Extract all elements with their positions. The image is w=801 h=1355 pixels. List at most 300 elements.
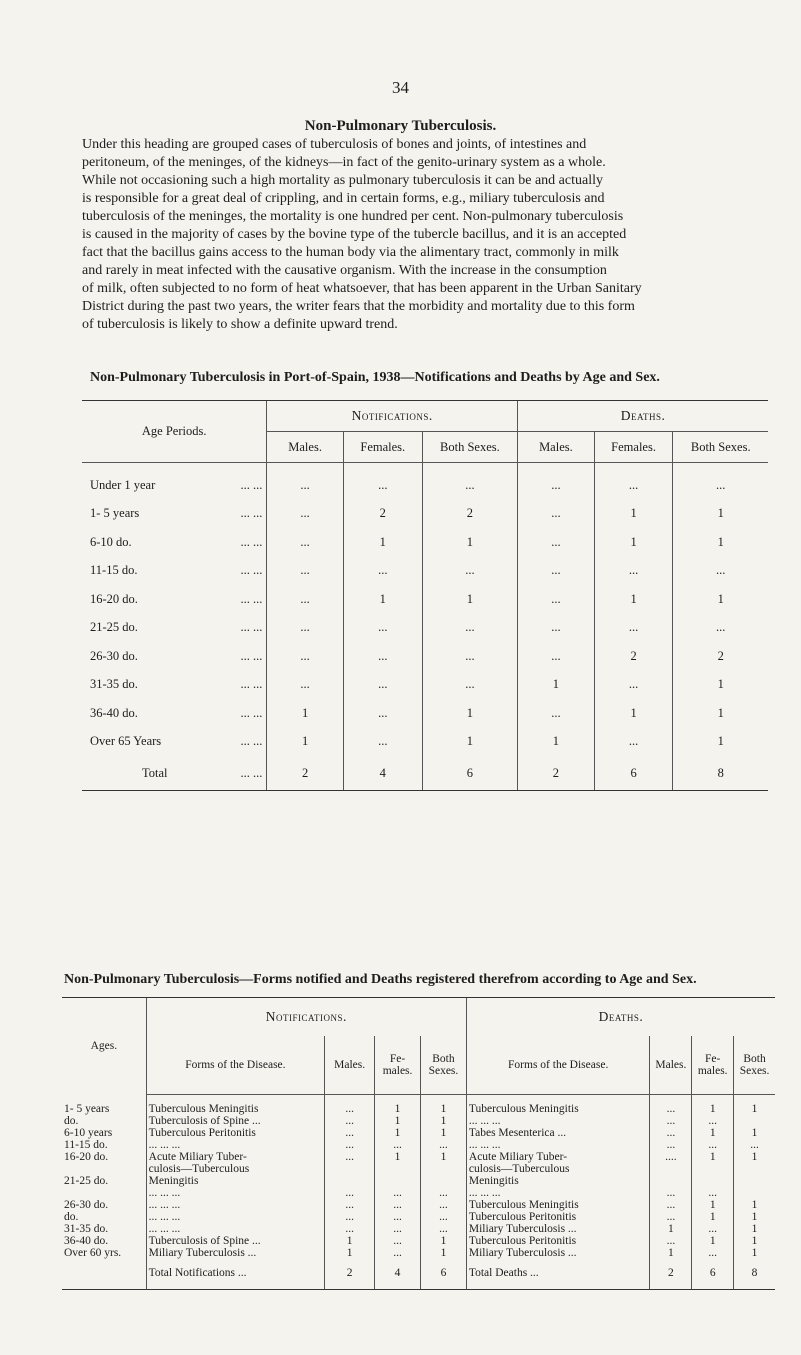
table-forms-notified-deaths — [62, 997, 775, 1290]
age-label: 11-15 do. ... ... — [90, 563, 263, 578]
subheader: Both Sexes. — [734, 1036, 775, 1095]
leader-dots: ... ... — [240, 734, 263, 749]
cell-value: 1 — [518, 671, 595, 700]
n-b-cell — [421, 1095, 467, 1128]
d-form-cell — [466, 1199, 650, 1235]
cell-line: 1 — [394, 1127, 401, 1139]
cell-line: culosis—Tuberculous — [148, 1163, 250, 1175]
cell-value: ... — [594, 671, 673, 700]
cell-line: 1 — [394, 1151, 401, 1163]
n-m-cell — [325, 1151, 375, 1199]
cell-value: 1 — [673, 585, 768, 614]
cell-line: ... — [666, 1115, 676, 1127]
cell-value: 2 — [594, 642, 673, 671]
cell-value: 2 — [673, 642, 768, 671]
paragraph-line: tuberculosis of the meninges, the mortality is one hundred per cent. Non-pulmonary tuberculosis — [82, 209, 624, 224]
leader-dots: ... ... — [240, 563, 263, 578]
cell-line: .... — [665, 1151, 677, 1163]
cell-line: ... — [666, 1127, 676, 1139]
cell-line — [64, 1163, 144, 1175]
cell-line — [423, 1163, 464, 1175]
group-notifications: Notifications. — [146, 998, 466, 1037]
cell-line: 1 — [440, 1235, 447, 1247]
cell-line — [652, 1163, 689, 1175]
cell-value: ... — [594, 557, 673, 586]
total-value: 4 — [375, 1259, 421, 1290]
n-b-cell — [421, 1127, 467, 1151]
cell-line: 31-35 do. — [64, 1223, 109, 1235]
cell-value: 1 — [673, 500, 768, 529]
cell-value: 1 — [343, 585, 422, 614]
cell-line: Tabes Mesenterica ... — [468, 1127, 567, 1139]
leader-dots: ... ... — [240, 648, 263, 663]
cell-line: 1 — [346, 1235, 353, 1247]
subheader: Females. — [343, 432, 422, 463]
cell-value: ... — [267, 642, 344, 671]
cell-value: 1 — [422, 728, 517, 757]
cell-value: ... — [518, 699, 595, 728]
cell-line: Miliary Tuberculosis ... — [468, 1223, 577, 1235]
cell-line — [694, 1163, 731, 1175]
age-label: 36-40 do. ... ... — [90, 705, 263, 720]
cell-line: 1 — [709, 1235, 716, 1247]
cell-line: ... ... ... — [148, 1139, 181, 1151]
cell-value: 1 — [673, 671, 768, 700]
cell-line — [736, 1187, 773, 1199]
d-m-cell — [650, 1127, 692, 1151]
cell-value: ... — [518, 614, 595, 643]
total-value: 2 — [325, 1259, 375, 1290]
leader-dots: ... ... — [240, 534, 263, 549]
leader-dots: ... ... — [240, 477, 263, 492]
cell-line: ... ... ... — [468, 1187, 501, 1199]
cell-line: 1 — [751, 1247, 758, 1259]
age-label: 21-25 do. ... ... — [90, 620, 263, 635]
d-m-cell — [650, 1151, 692, 1199]
leader-dots: ... ... — [240, 705, 263, 720]
subheader: Males. — [267, 432, 344, 463]
cell-line: ... — [708, 1139, 718, 1151]
subheader: Fe- males. — [375, 1036, 421, 1095]
n-b-cell — [421, 1151, 467, 1199]
paragraph-line: and rarely in meat infected with the causative organism. With the increase in the consumption — [82, 263, 607, 278]
cell-value: 1 — [594, 528, 673, 557]
cell-value: 1 — [343, 528, 422, 557]
cell-line: Tuberculous Peritonitis — [468, 1235, 577, 1247]
cell-line: 1 — [751, 1151, 758, 1163]
cell-value: 1 — [673, 699, 768, 728]
group-deaths: Deaths. — [518, 401, 768, 432]
table2-title: Non-Pulmonary Tuberculosis—Forms notified and Deaths registered therefrom according to Age and Sex. — [64, 972, 697, 987]
cell-value: ... — [594, 463, 673, 500]
cell-line: ... — [393, 1223, 402, 1235]
cell-line: 1 — [394, 1115, 401, 1127]
cell-line: 1 — [709, 1211, 716, 1223]
cell-value: 1 — [518, 728, 595, 757]
d-b-cell — [734, 1095, 775, 1128]
cell-value: ... — [518, 463, 595, 500]
n-form-cell — [146, 1095, 325, 1128]
cell-value: ... — [267, 585, 344, 614]
d-form-cell — [466, 1127, 650, 1151]
cell-value: ... — [518, 642, 595, 671]
d-m-cell — [650, 1235, 692, 1259]
d-b-cell — [734, 1199, 775, 1235]
age-label: Over 65 Years ... ... — [90, 734, 263, 749]
d-b-cell — [734, 1127, 775, 1151]
cell-line: ... — [708, 1115, 718, 1127]
table-row — [82, 557, 768, 586]
table1-title: Non-Pulmonary Tuberculosis in Port-of-Spain, 1938—Notifications and Deaths by Age and Sex. — [90, 370, 660, 385]
cell-value: ... — [518, 557, 595, 586]
cell-line: ... — [666, 1235, 676, 1247]
group-notifications: Notifications. — [267, 401, 518, 432]
n-m-cell — [325, 1127, 375, 1151]
cell-line: Tuberculous Meningitis — [468, 1199, 579, 1211]
cell-line: ... — [439, 1139, 448, 1151]
cell-line: do. — [64, 1114, 79, 1127]
cell-value: ... — [673, 557, 768, 586]
cell-value: ... — [594, 728, 673, 757]
cell-line: ... ... ... — [148, 1187, 181, 1199]
cell-line: ... — [708, 1187, 718, 1199]
ages-cell — [62, 1151, 146, 1199]
cell-line: ... — [666, 1187, 676, 1199]
table-row — [62, 1127, 775, 1151]
body-paragraph — [82, 136, 760, 334]
cell-value: ... — [343, 463, 422, 500]
cell-line: ... — [345, 1103, 354, 1115]
n-m-cell — [325, 1095, 375, 1128]
cell-line: culosis—Tuberculous — [468, 1163, 570, 1175]
total-value: 2 — [518, 756, 595, 791]
cell-value: ... — [518, 585, 595, 614]
subheader: Forms of the Disease. — [466, 1036, 650, 1095]
subheader: Forms of the Disease. — [146, 1036, 325, 1095]
cell-line: Miliary Tuberculosis ... — [148, 1247, 257, 1259]
cell-line: ... — [393, 1187, 402, 1199]
cell-line: 6-10 years — [64, 1127, 113, 1139]
ages-cell — [62, 1127, 146, 1151]
col-age-periods: Age Periods. — [82, 401, 267, 463]
paragraph-line: peritoneum, of the meninges, of the kidneys—in fact of the genito-urinary system as a whole. — [82, 155, 606, 170]
age-label: 1- 5 years ... ... — [90, 506, 263, 521]
cell-value: 1 — [267, 699, 344, 728]
total-value: 8 — [673, 756, 768, 791]
n-form-cell — [146, 1151, 325, 1199]
cell-line: 36-40 do. — [64, 1235, 109, 1247]
d-f-cell — [692, 1095, 734, 1128]
cell-value: 2 — [422, 500, 517, 529]
cell-line: ... — [666, 1211, 676, 1223]
d-f-cell — [692, 1235, 734, 1259]
table-row — [82, 671, 768, 700]
cell-line: 1 — [709, 1103, 716, 1115]
cell-value: ... — [422, 642, 517, 671]
leader-dots: ... ... — [240, 506, 263, 521]
paragraph-line: fact that the bacillus gains access to the human body via the alimentary tract, commonly in milk — [82, 245, 619, 260]
cell-value: 1 — [594, 585, 673, 614]
cell-line — [694, 1175, 731, 1187]
blank-cell — [62, 1259, 146, 1290]
cell-line: 21-25 do. — [64, 1175, 109, 1187]
cell-value: ... — [673, 463, 768, 500]
paragraph-line: is caused in the majority of cases by the bovine type of the tubercle bacillus, and it is an accepted — [82, 227, 627, 242]
section-heading: Non-Pulmonary Tuberculosis. — [304, 118, 497, 134]
n-b-cell — [421, 1199, 467, 1235]
subheader: Both Sexes. — [421, 1036, 467, 1095]
cell-line — [736, 1163, 773, 1175]
cell-line: ... — [393, 1247, 402, 1259]
cell-line: 11-15 do. — [64, 1139, 108, 1151]
cell-value: ... — [267, 500, 344, 529]
total-notifications-label: Total Notifications ... — [146, 1259, 325, 1290]
cell-line: ... ... ... — [468, 1115, 501, 1127]
cell-line — [377, 1175, 418, 1187]
total-value: 6 — [422, 756, 517, 791]
d-b-cell — [734, 1151, 775, 1199]
cell-line: Over 60 yrs. — [64, 1247, 122, 1259]
cell-line: ... — [750, 1139, 759, 1151]
subheader: Males. — [325, 1036, 375, 1095]
cell-line: ... — [708, 1247, 718, 1259]
age-label: 26-30 do. ... ... — [90, 648, 263, 663]
leader-dots: ... ... — [240, 620, 263, 635]
cell-value: ... — [594, 614, 673, 643]
subheader: Males. — [518, 432, 595, 463]
cell-line: do. — [64, 1211, 79, 1223]
n-f-cell — [375, 1095, 421, 1128]
cell-value: ... — [673, 614, 768, 643]
n-f-cell — [375, 1151, 421, 1199]
cell-value: ... — [267, 614, 344, 643]
n-f-cell — [375, 1235, 421, 1259]
cell-line — [327, 1175, 372, 1187]
cell-line: ... — [345, 1223, 354, 1235]
cell-value: ... — [343, 671, 422, 700]
cell-line: 1 — [751, 1211, 758, 1223]
d-form-cell — [466, 1095, 650, 1128]
total-value: 8 — [734, 1259, 775, 1290]
cell-line: 1 — [709, 1199, 716, 1211]
d-f-cell — [692, 1199, 734, 1235]
table-row — [62, 1199, 775, 1235]
cell-value: ... — [422, 557, 517, 586]
cell-line: ... — [708, 1223, 718, 1235]
cell-line: 1 — [440, 1151, 447, 1163]
cell-line: ... — [393, 1199, 402, 1211]
cell-value: 1 — [422, 528, 517, 557]
cell-value: 2 — [343, 500, 422, 529]
cell-line: 1 — [440, 1127, 447, 1139]
d-m-cell — [650, 1095, 692, 1128]
cell-value: ... — [267, 671, 344, 700]
n-m-cell — [325, 1235, 375, 1259]
cell-line: Meningitis — [148, 1175, 199, 1187]
col-ages: Ages. — [62, 998, 146, 1095]
paragraph-line: Under this heading are grouped cases of tuberculosis of bones and joints, of intestines and — [82, 137, 587, 152]
cell-line: ... ... ... — [148, 1223, 181, 1235]
paragraph-line: District during the past two years, the writer fears that the morbidity and mortality due to this form — [82, 299, 635, 314]
table-row — [62, 1151, 775, 1199]
cell-value: ... — [422, 463, 517, 500]
ages-cell — [62, 1095, 146, 1128]
d-f-cell — [692, 1127, 734, 1151]
cell-line: ... — [439, 1211, 448, 1223]
total-row — [62, 1259, 775, 1290]
table-row — [82, 728, 768, 757]
cell-line: 1 — [440, 1115, 447, 1127]
cell-line: ... — [439, 1187, 448, 1199]
cell-line — [736, 1115, 773, 1127]
cell-line: ... — [345, 1211, 354, 1223]
paragraph-line: of tuberculosis is likely to show a definite upward trend. — [82, 317, 398, 332]
cell-value: 1 — [673, 528, 768, 557]
total-value: 4 — [343, 756, 422, 791]
table-row — [62, 1235, 775, 1259]
cell-line: ... — [393, 1211, 402, 1223]
cell-value: ... — [343, 557, 422, 586]
leader-dots: ... ... — [240, 591, 263, 606]
cell-line: Miliary Tuberculosis ... — [468, 1247, 577, 1259]
cell-line — [423, 1175, 464, 1187]
table-row — [82, 500, 768, 529]
ages-cell — [62, 1199, 146, 1235]
cell-value: ... — [518, 500, 595, 529]
cell-line: ... ... ... — [148, 1199, 181, 1211]
total-value: 6 — [692, 1259, 734, 1290]
cell-line: 26-30 do. — [64, 1199, 109, 1211]
total-value: 2 — [650, 1259, 692, 1290]
total-row — [82, 756, 768, 791]
table-row — [82, 585, 768, 614]
total-value: 6 — [594, 756, 673, 791]
subheader: Females. — [594, 432, 673, 463]
total-value: 2 — [267, 756, 344, 791]
cell-line: 1 — [751, 1223, 758, 1235]
cell-line: 1 — [751, 1103, 758, 1115]
cell-line: ... — [666, 1199, 676, 1211]
paragraph-line: is responsible for a great deal of crippling, and in certain forms, e.g., miliary tuberculosis and — [82, 191, 605, 206]
cell-line: Acute Miliary Tuber- — [468, 1151, 568, 1163]
cell-value: ... — [422, 614, 517, 643]
cell-line: ... — [345, 1151, 354, 1163]
cell-line: 1 — [394, 1103, 401, 1115]
cell-line: Tuberculosis of Spine ... — [148, 1115, 261, 1127]
cell-line — [377, 1163, 418, 1175]
table-row — [82, 699, 768, 728]
subheader: Both Sexes. — [673, 432, 768, 463]
cell-value: 1 — [422, 585, 517, 614]
cell-line: 1 — [668, 1223, 674, 1235]
age-label: Under 1 year ... ... — [90, 477, 263, 492]
cell-value: 1 — [267, 728, 344, 757]
d-m-cell — [650, 1199, 692, 1235]
cell-line: 1 — [751, 1199, 758, 1211]
d-f-cell — [692, 1151, 734, 1199]
table-row — [82, 614, 768, 643]
cell-line: ... — [393, 1139, 402, 1151]
d-form-cell — [466, 1235, 650, 1259]
cell-line: ... — [345, 1199, 354, 1211]
table-row — [62, 1095, 775, 1128]
n-form-cell — [146, 1199, 325, 1235]
cell-line: 1- 5 years — [64, 1102, 110, 1115]
n-f-cell — [375, 1127, 421, 1151]
cell-line: Tuberculous Peritonitis — [468, 1211, 577, 1223]
cell-line: ... ... ... — [468, 1139, 501, 1151]
cell-value: ... — [343, 728, 422, 757]
paragraph-line: of milk, often subjected to no form of heat whatsoever, that has been apparent in the Urban Sanitary — [82, 281, 642, 296]
age-label: 31-35 do. ... ... — [90, 677, 263, 692]
cell-value: 1 — [594, 699, 673, 728]
n-form-cell — [146, 1127, 325, 1151]
cell-line: Tuberculous Peritonitis — [148, 1127, 256, 1139]
table-row — [82, 463, 768, 500]
total-deaths-label: Total Deaths ... — [466, 1259, 650, 1290]
cell-line: 1 — [709, 1151, 716, 1163]
leader-dots: ... ... — [240, 677, 263, 692]
ages-cell — [62, 1235, 146, 1259]
n-form-cell — [146, 1235, 325, 1259]
cell-line: 1 — [751, 1235, 758, 1247]
n-b-cell — [421, 1235, 467, 1259]
cell-line: ... — [345, 1187, 354, 1199]
n-m-cell — [325, 1199, 375, 1235]
cell-line: Meningitis — [468, 1175, 519, 1187]
cell-line: Tuberculous Meningitis — [468, 1103, 579, 1115]
cell-value: ... — [343, 699, 422, 728]
cell-line: 1 — [440, 1247, 447, 1259]
cell-line: 1 — [709, 1127, 716, 1139]
cell-line: Tuberculous Meningitis — [148, 1103, 259, 1115]
cell-value: 1 — [594, 500, 673, 529]
cell-line: ... — [345, 1139, 354, 1151]
cell-line: ... — [439, 1199, 448, 1211]
table-row — [82, 642, 768, 671]
cell-line — [736, 1175, 773, 1187]
age-label: 16-20 do. ... ... — [90, 591, 263, 606]
cell-line: ... — [666, 1103, 676, 1115]
group-deaths: Deaths. — [466, 998, 775, 1037]
cell-line: ... — [345, 1127, 354, 1139]
cell-line — [652, 1175, 689, 1187]
cell-line: ... — [439, 1223, 448, 1235]
subheader: Males. — [650, 1036, 692, 1095]
cell-line: ... ... ... — [148, 1211, 181, 1223]
cell-line: Acute Miliary Tuber- — [148, 1151, 247, 1163]
d-form-cell — [466, 1151, 650, 1199]
cell-value: ... — [267, 557, 344, 586]
d-b-cell — [734, 1235, 775, 1259]
age-label: 6-10 do. ... ... — [90, 534, 263, 549]
subheader: Both Sexes. — [422, 432, 517, 463]
total-value: 6 — [421, 1259, 467, 1290]
cell-line: 1 — [668, 1247, 674, 1259]
total-label: Total ... ... — [82, 756, 267, 791]
subheader: Fe- males. — [692, 1036, 734, 1095]
cell-value: ... — [267, 463, 344, 500]
cell-value: 1 — [422, 699, 517, 728]
n-f-cell — [375, 1199, 421, 1235]
cell-value: ... — [422, 671, 517, 700]
cell-value: 1 — [673, 728, 768, 757]
cell-line: ... — [666, 1139, 676, 1151]
cell-line: ... — [393, 1235, 402, 1247]
cell-value: ... — [343, 614, 422, 643]
cell-line: 1 — [440, 1103, 447, 1115]
table-row — [82, 528, 768, 557]
